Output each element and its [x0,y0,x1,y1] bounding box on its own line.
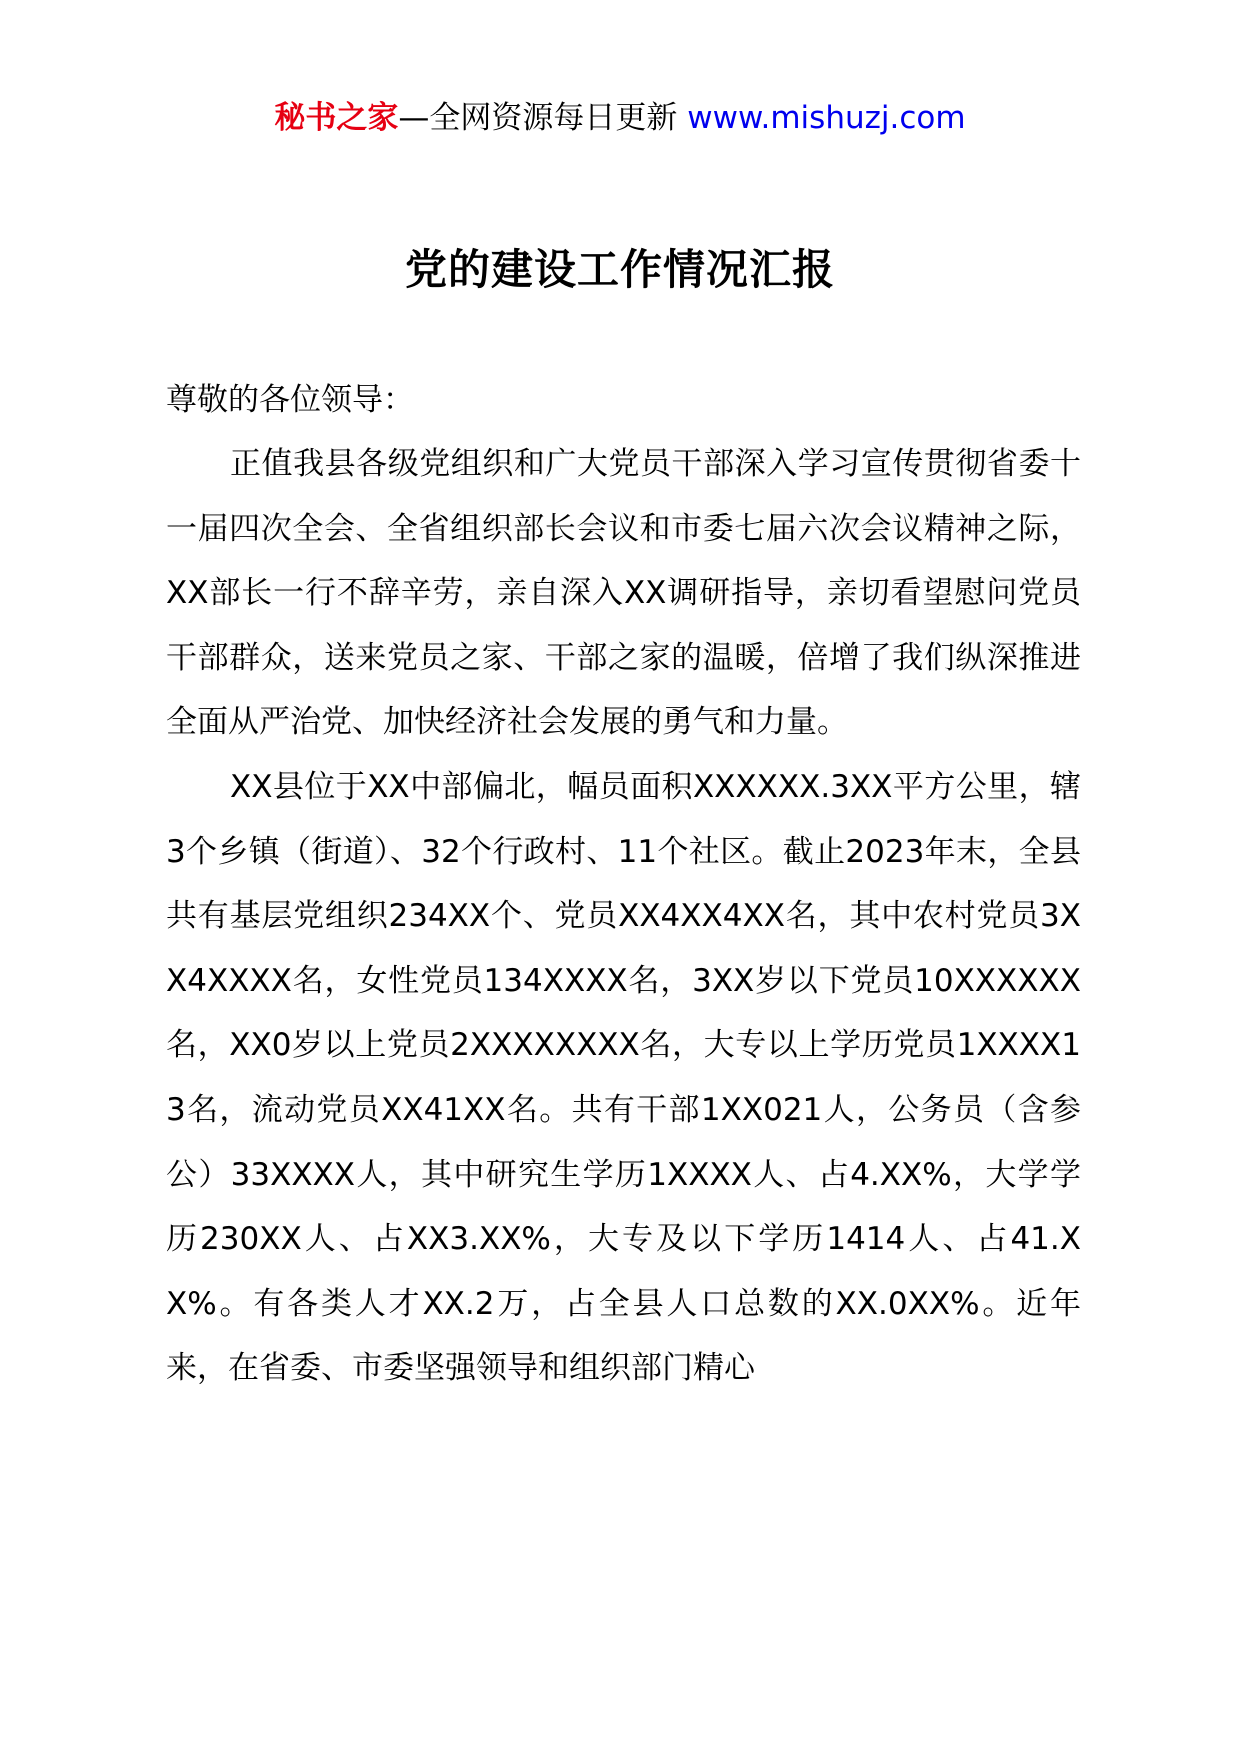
paragraph-intro: 正值我县各级党组织和广大党员干部深入学习宣传贯彻省委十一届四次全会、全省组织部长会议和市委七届六次会议精神之际，XX部长一行不辞辛劳，亲自深入XX调研指导，亲切看望慰问党员干部群众，送来党员之家、干部之家的温暖，倍增了我们纵深推进全面从严治党、加快经济社会发展的勇气和力量。 [166,446,1081,741]
header-slogan: —全网资源每日更新 [398,100,678,136]
paragraph-county-overview: XX县位于XX中部偏北，幅员面积XXXXXX.3XX平方公里，辖3个乡镇（街道）、32个行政村、11个社区。截止2023年末，全县共有基层党组织234XX个、党员XX4XX4XX名，其中农村党员3XX4XXXX名，女性党员134XXXX名，3XX岁以下党员10XXXXXX名，XX0岁以上党员2XXXXXXXX名，大专以上学历党员1XXXX13名，流动党员XX41XX名。共有干部1XX021人，公务员（含参公）33XXXX人，其中研究生学历1XXXX人、占4.XX%，大学学历230XX人、占XX3.XX%，大专及以下学历1414人、占41.XX%。有各类人才XX.2万，占全县人口总数的XX.0XX%。近年来，在省委、市委坚强领导和组织部门精心 [166,768,1081,1387]
site-url-link[interactable]: www.mishuzj.com [687,100,966,136]
salutation: 尊敬的各位领导： [166,382,414,418]
site-header [0,98,1240,138]
document-title: 党的建设工作情况汇报 [404,245,835,294]
brand-name: 秘书之家 [274,100,399,136]
document-body [166,432,1081,1401]
